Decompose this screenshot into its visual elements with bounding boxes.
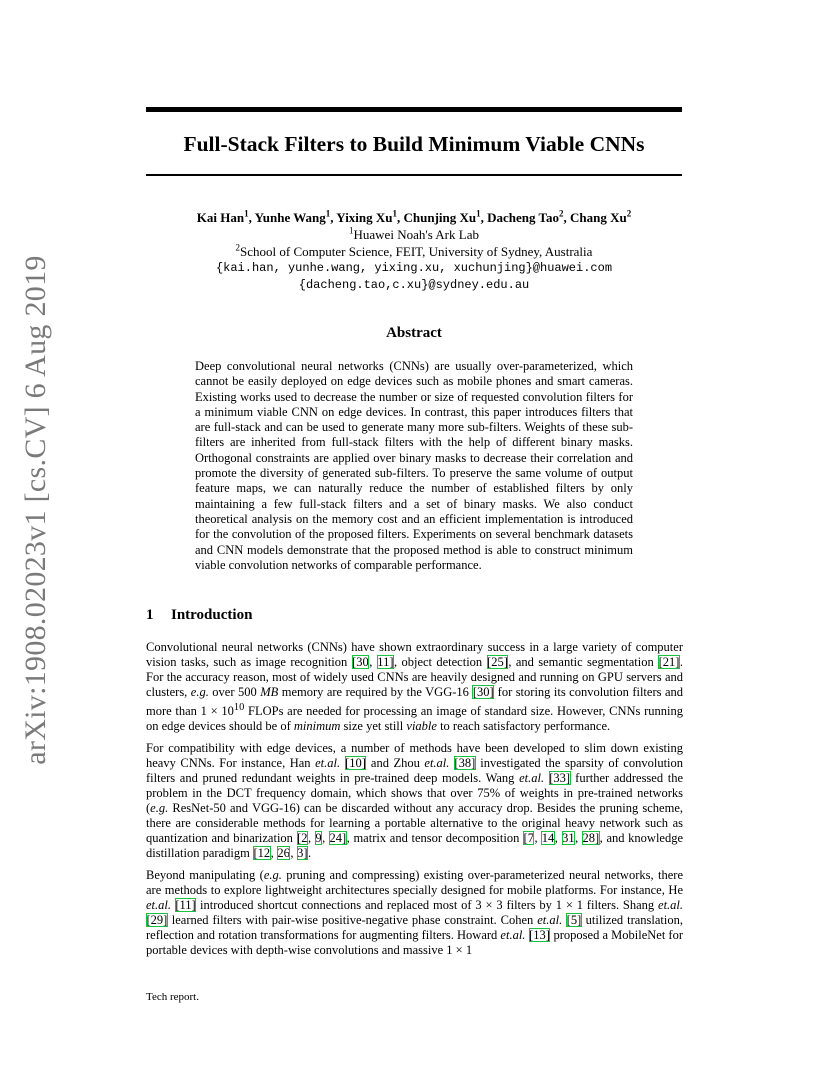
citation-link[interactable]: [30: [352, 655, 369, 669]
citation-link[interactable]: [12: [253, 846, 271, 861]
footnote: Tech report.: [146, 991, 199, 1003]
abstract-heading: Abstract: [386, 325, 442, 341]
citation-link[interactable]: 24]: [329, 831, 347, 846]
citation-link[interactable]: [25]: [487, 655, 508, 669]
section-title: Introduction: [171, 607, 253, 623]
citation-link[interactable]: 3]: [297, 846, 308, 861]
citation-link[interactable]: 26: [277, 846, 290, 861]
citation-link[interactable]: [10]: [345, 756, 366, 771]
abstract-text: Deep convolutional neural networks (CNNs) are usually over-parameterized, which cannot be easily deployed on edge devices such as mobile phones and smart cameras. Existing works used to decrease the number or size of requested convolution filters for a minimum viable CNN on edge devices. In contrast, this paper introduces filters that are full-stack and can be used to generate many more sub-filters. Weights of these sub-filters are inherited from full-stack filters with the help of different binary masks. Orthogonal constraints are applied over binary masks to decrease their correlation and promote the diversity of generated sub-filters. To preserve the same volume of output feature maps, we can naturally reduce the number of established filters by only maintaining a few full-stack filters and a set of binary masks. We also conduct theoretical analysis on the memory cost and an efficient implementation is introduced for the convolution of the proposed filters. Experiments on several benchmark datasets and CNN models demonstrate that the proposed method is able to construct minimum viable convolution networks of comparable performance.: [195, 359, 633, 572]
citation-link[interactable]: [29]: [146, 913, 168, 928]
citation-link[interactable]: [21]: [658, 655, 680, 669]
citation-link[interactable]: 31: [562, 831, 575, 846]
citation-link[interactable]: [2: [297, 831, 308, 846]
title-bottom-rule: [146, 174, 682, 176]
arxiv-identifier: arXiv:1908.02023v1 [cs.CV] 6 Aug 2019: [19, 255, 52, 765]
citation-link[interactable]: 28]: [582, 831, 600, 846]
section-number: 1: [146, 607, 154, 623]
intro-paragraph-2: For compatibility with edge devices, a number of methods have been developed to slim down existing heavy CNNs. For instance, Han et.al. [10] and Zhou et.al. [38] investigated the sparsity of convolution filters and pruned redundant weights in pre-trained deep models. Wang et.al. [33] further addressed the problem in the DCT frequency domain, which shows that over 75% of weights in pre-trained networks (e.g. ResNet-50 and VGG-16) can be discarded without any accuracy drop. Besides the pruning scheme, there are considerable methods for learning a portable alternative to the original heavy network such as quantization and binarization [2, 9, 24], matrix and tensor decomposition [7, 14, 31, 28], and knowledge distillation paradigm [12, 26, 3].: [146, 741, 684, 861]
citation-link[interactable]: [30]: [472, 685, 494, 699]
introduction-body: [146, 640, 683, 965]
paper-title: Full-Stack Filters to Build Minimum Viable CNNs: [183, 132, 645, 156]
email-line-1[interactable]: {kai.han, yunhe.wang, yixing.xu, xuchunjing}@huawei.com: [215, 261, 613, 275]
citation-link[interactable]: [11]: [175, 898, 196, 913]
citation-link[interactable]: 9: [315, 831, 322, 846]
citation-link[interactable]: [38]: [454, 756, 476, 771]
citation-link[interactable]: [33]: [549, 771, 571, 786]
email-line-2[interactable]: {dacheng.tao,c.xu}@sydney.edu.au: [298, 278, 530, 292]
citation-link[interactable]: 11]: [377, 655, 394, 669]
affiliation-2: $^2$School of Computer Science, FEIT, University of Sydney, Australia: [235, 242, 593, 259]
author-block: [146, 209, 682, 294]
section-heading: [146, 607, 252, 624]
citation-link[interactable]: [7: [523, 831, 534, 846]
title-top-rule: [146, 107, 682, 112]
citation-link[interactable]: [13]: [529, 928, 550, 943]
affiliation-1: $^1$Huawei Noah's Ark Lab: [349, 225, 479, 242]
intro-paragraph-3: Beyond manipulating (e.g. pruning and compressing) existing over-parameterized neural networks, there are methods to explore lightweight architectures specially designed for mobile platforms. For instance, He et.al. [11] introduced shortcut connections and replaced most of 3 × 3 filters by 1 × 1 filters. Shang et.al. [29] learned filters with pair-wise positive-negative phase constraint. Cohen et.al. [5] utilized translation, reflection and rotation transformations for augmenting filters. Howard et.al. [13] proposed a MobileNet for portable devices with depth-wise convolutions and massive 1 × 1: [146, 868, 684, 958]
intro-paragraph-1: Convolutional neural networks (CNNs) have shown extraordinary success in a large variety of computer vision tasks, such as image recognition [30, 11], object detection [25], and semantic segmentation [21]. For the accuracy reason, most of widely used CNNs are heavily designed and running on GPU servers and clusters, e.g. over 500 MB memory are required by the VGG-16 [30] for storing its convolution filters and more than $1 \times 10^{10}$ FLOPs are needed for processing an image of standard size. However, CNNs running on edge devices should be of minimum size yet still viable to reach satisfactory performance.: [146, 640, 684, 734]
citation-link[interactable]: [5]: [566, 913, 582, 928]
citation-link[interactable]: 14: [541, 831, 555, 846]
author-names: Kai Han$^1$, Yunhe Wang$^1$, Yixing Xu$^1$, Chunjing Xu$^1$, Dacheng Tao$^2$, Chang Xu$^2$: [196, 208, 632, 225]
